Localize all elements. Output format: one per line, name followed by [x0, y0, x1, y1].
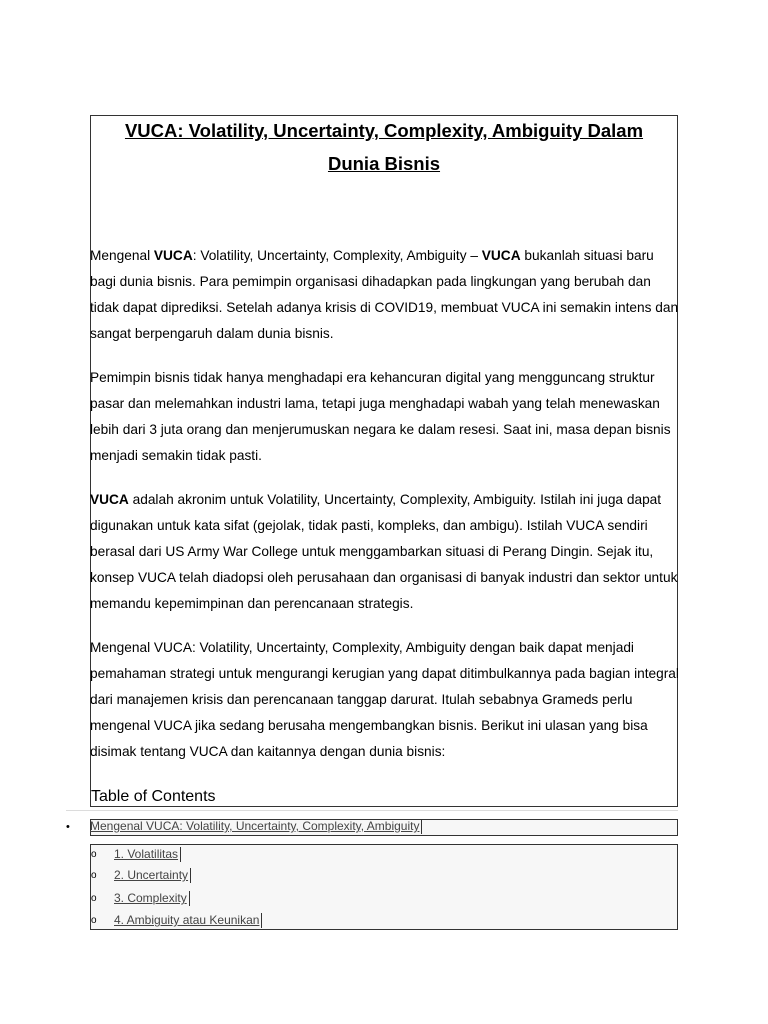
toc-link-uncertainty[interactable]: 2. Uncertainty [114, 868, 191, 883]
toc-link-volatilitas[interactable]: 1. Volatilitas [114, 847, 181, 862]
paragraph-3 [90, 487, 682, 617]
toc-link-mengenal-vuca[interactable]: Mengenal VUCA: Volatility, Uncertainty, Complexity, Ambiguity [90, 819, 422, 834]
toc-sub-bullet: o [91, 870, 97, 881]
article-title-line2: Dunia Bisnis [327, 153, 441, 174]
toc-sub-bullet: o [91, 893, 97, 904]
toc-divider [66, 810, 678, 811]
paragraph-1 [90, 243, 682, 347]
paragraph-1-rest: bukanlah situasi baru bagi dunia bisnis. Para pemimpin organisasi dihadapkan pada lingkungan yang berubah dan tidak dapat diprediksi. Setelah adanya krisis di COVID19, membuat VUCA ini semakin intens dan sangat berpengaruh dalam dunia bisnis. [90, 248, 679, 341]
article-body [90, 243, 682, 783]
paragraph-1-mid: : Volatility, Uncertainty, Complexity, Ambiguity – [192, 248, 482, 263]
paragraph-4: Mengenal VUCA: Volatility, Uncertainty, Complexity, Ambiguity dengan baik dapat menjadi pemahaman strategi untuk mengurangi kerugian yang dapat ditimbulkannya pada bagian integral dari manajemen krisis dan perencanaan tanggap darurat. Itulah sebabnya Grameds perlu mengenal VUCA jika sedang berusaha mengembangkan bisnis. Berikut ini ulasan yang bisa disimak tentang VUCA dan kaitannya dengan dunia bisnis: [90, 640, 679, 759]
article-title [90, 114, 678, 180]
toc-sub-list [90, 844, 678, 930]
toc-sub-bullet: o [91, 849, 97, 860]
paragraph-3-bold-vuca: VUCA [90, 492, 129, 507]
toc-link-complexity[interactable]: 3. Complexity [114, 891, 190, 906]
article-title-line1: VUCA: Volatility, Uncertainty, Complexity, Ambiguity Dalam [124, 120, 644, 141]
paragraph-3-rest: adalah akronim untuk Volatility, Uncertainty, Complexity, Ambiguity. Istilah ini juga dapat digunakan untuk kata sifat (gejolak, tidak pasti, kompleks, dan ambigu). Istilah VUCA sendiri berasal dari US Army War College untuk menggambarkan situasi di Perang Dingin. Sejak itu, konsep VUCA telah diadopsi oleh perusahaan dan organisasi di banyak industri dan sektor untuk memandu kepemimpinan dan perencanaan strategis. [90, 492, 678, 611]
paragraph-2: Pemimpin bisnis tidak hanya menghadapi era kehancuran digital yang mengguncang struktur pasar dan melemahkan industri lama, tetapi juga menghadapi wabah yang telah menewaskan lebih dari 3 juta orang dan menjerumuskan negara ke dalam resesi. Saat ini, masa depan bisnis menjadi semakin tidak pasti. [90, 370, 671, 463]
toc-link-ambiguity[interactable]: 4. Ambiguity atau Keunikan [114, 913, 262, 928]
toc-sub-item [91, 913, 391, 929]
toc-sub-bullet: o [91, 915, 97, 926]
paragraph-1-bold-vuca-2: VUCA [481, 248, 521, 263]
toc-sub-item [91, 891, 391, 907]
toc-sub-item [91, 868, 391, 884]
toc-main-bullet: • [66, 821, 70, 833]
toc-sub-item [91, 847, 391, 863]
paragraph-1-bold-vuca: VUCA [153, 248, 193, 263]
paragraph-1-prefix: Mengenal [90, 248, 154, 263]
toc-heading: Table of Contents [91, 788, 216, 805]
